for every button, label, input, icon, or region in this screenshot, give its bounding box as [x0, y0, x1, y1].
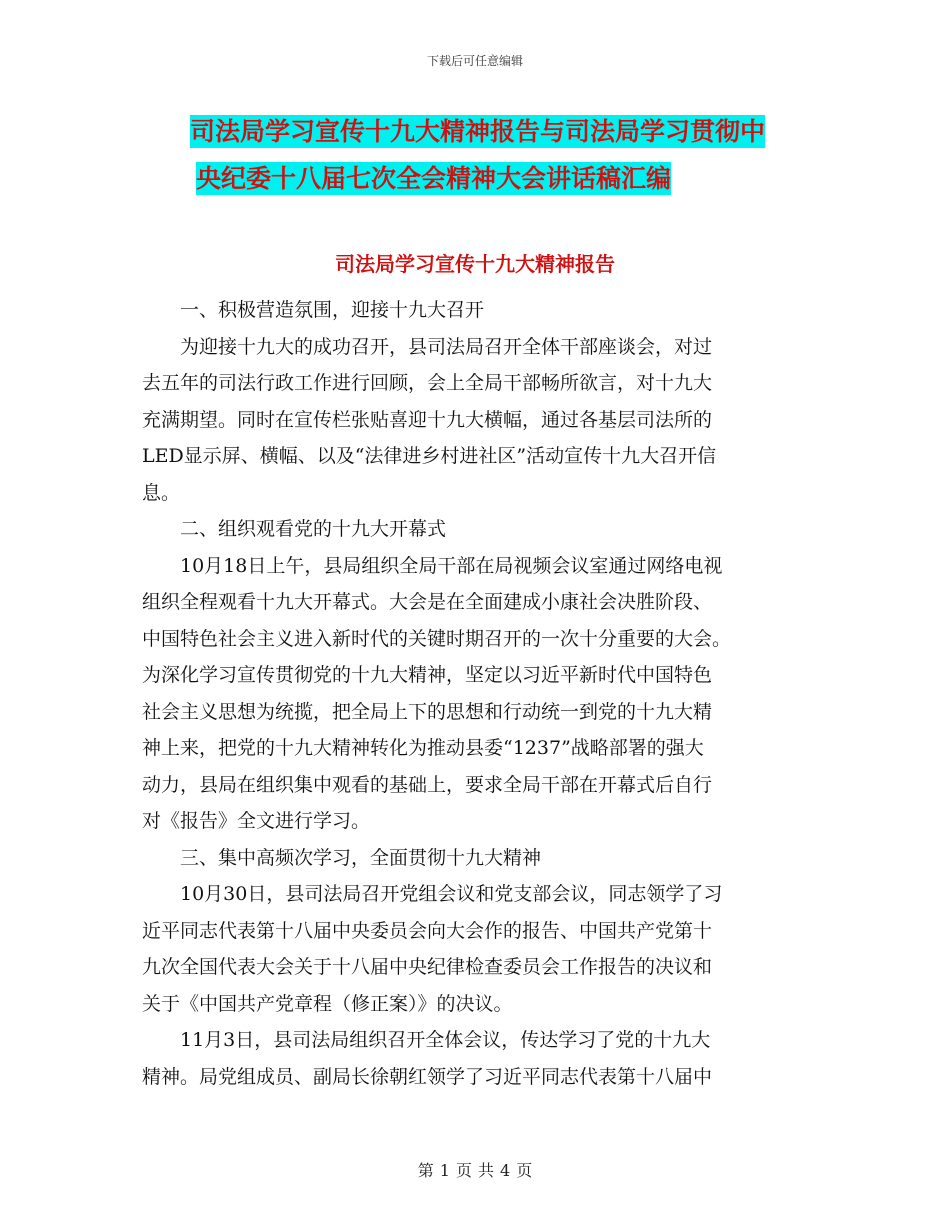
paragraph-2	[142, 548, 812, 840]
paragraph-3	[142, 876, 812, 1022]
section-heading-1: 一、积极营造氛围，迎接十九大召开	[180, 299, 485, 321]
footer-total-prefix: 共	[478, 1161, 495, 1180]
footer-page-number: 1	[439, 1161, 450, 1180]
paragraph-4-line: 11月3日，县司法局组织召开全体会议，传达学习了党的十九大	[180, 1029, 711, 1051]
page-header-note: 下载后可任意编辑	[426, 54, 523, 68]
paragraph-1-line: 去五年的司法行政工作进行回顾，会上全局干部畅所欲言，对十九大	[142, 372, 713, 394]
paragraph-3-line: 九次全国代表大会关于十八届中央纪律检查委员会工作报告的决议和	[142, 956, 713, 978]
paragraph-1-line: LED显示屏、横幅、以及“法律进乡村进社区”活动宣传十九大召开信	[142, 445, 717, 467]
footer-page-mid: 页	[455, 1161, 472, 1180]
paragraph-3-line: 10月30日，县司法局召开党组会议和党支部会议，同志领学了习	[180, 883, 723, 905]
paragraph-2-line: 为深化学习宣传贯彻党的十九大精神，坚定以习近平新时代中国特色	[142, 664, 713, 686]
paragraph-1	[142, 329, 812, 512]
paragraph-2-line: 对《报告》全文进行学习。	[142, 810, 371, 832]
paragraph-2-line: 10月18日上午，县局组织全局干部在局视频会议室通过网络电视	[180, 554, 723, 577]
document-title-line-2	[196, 155, 810, 202]
document-title	[190, 108, 810, 202]
section-heading-3: 三、集中高频次学习，全面贯彻十九大精神	[180, 846, 542, 869]
page-footer	[0, 1158, 950, 1181]
paragraph-1-line: 息。	[142, 481, 181, 504]
document-body	[142, 292, 812, 1095]
section-heading-2: 二、组织观看党的十九大开幕式	[180, 518, 447, 540]
paragraph-2-line: 神上来，把党的十九大精神转化为推动县委“1237”战略部署的强大	[142, 737, 704, 759]
footer-total-pages: 4	[500, 1161, 511, 1180]
paragraph-1-line: 为迎接十九大的成功召开，县司法局召开全体干部座谈会，对过	[180, 335, 713, 358]
paragraph-2-line: 社会主义思想为统揽，把全局上下的思想和行动统一到党的十九大精	[142, 700, 713, 723]
footer-page-prefix: 第	[417, 1161, 434, 1180]
section-title: 司法局学习宣传十九大精神报告	[335, 252, 615, 276]
paragraph-2-line: 组织全程观看十九大开幕式。大会是在全面建成小康社会决胜阶段、	[142, 591, 713, 613]
paragraph-2-line: 中国特色社会主义进入新时代的关键时期召开的一次十分重要的大会。	[142, 627, 732, 650]
paragraph-4-line: 精神。局党组成员、副局长徐朝红领学了习近平同志代表第十八届中	[142, 1065, 713, 1088]
document-title-line-1	[190, 108, 810, 155]
document-title-line-1-text: 司法局学习宣传十九大精神报告与司法局学习贯彻中	[190, 117, 766, 146]
paragraph-3-line: 关于《中国共产党章程（修正案）》的决议。	[142, 992, 513, 1015]
document-title-line-2-text: 央纪委十八届七次全会精神大会讲话稿汇编	[196, 164, 672, 193]
paragraph-4	[142, 1022, 812, 1095]
paragraph-3-line: 近平同志代表第十八届中央委员会向大会作的报告、中国共产党第十	[142, 919, 713, 942]
paragraph-2-line: 动力，县局在组织集中观看的基础上，要求全局干部在开幕式后自行	[142, 773, 713, 796]
paragraph-1-line: 充满期望。同时在宣传栏张贴喜迎十九大横幅，通过各基层司法所的	[142, 408, 713, 431]
footer-total-suffix: 页	[516, 1161, 533, 1180]
